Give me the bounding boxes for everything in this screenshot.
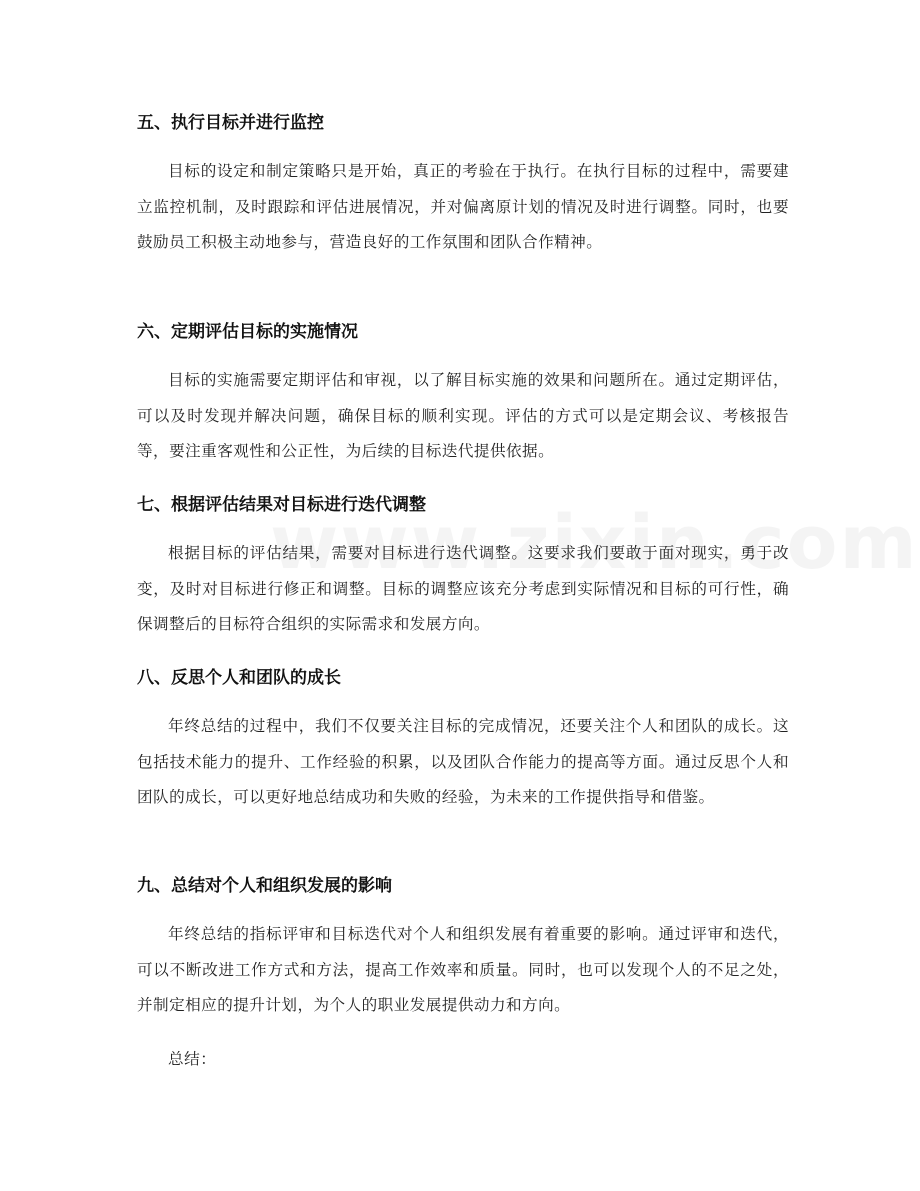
section-heading-8: 八、反思个人和团队的成长	[137, 668, 341, 688]
summary-label: 总结：	[168, 1050, 217, 1068]
section-heading-5: 五、执行目标并进行监控	[137, 113, 324, 133]
section-paragraph-6: 目标的实施需要定期评估和审视，以了解目标实施的效果和问题所在。通过定期评估，可以及时发现并解决问题，确保目标的顺利实现。评估的方式可以是定期会议、考核报告等，要注重客观性和公正性，为后续的目标迭代提供依据。	[137, 371, 789, 460]
section-paragraph-5: 目标的设定和制定策略只是开始，真正的考验在于执行。在执行目标的过程中，需要建立监控机制，及时跟踪和评估进展情况，并对偏离原计划的情况及时进行调整。同时，也要鼓励员工积极主动地参与，营造良好的工作氛围和团队合作精神。	[137, 162, 789, 251]
section-paragraph-8: 年终总结的过程中，我们不仅要关注目标的完成情况，还要关注个人和团队的成长。这包括技术能力的提升、工作经验的积累，以及团队合作能力的提高等方面。通过反思个人和团队的成长，可以更好地总结成功和失败的经验，为未来的工作提供指导和借鉴。	[137, 717, 789, 806]
section-heading-6: 六、定期评估目标的实施情况	[137, 322, 358, 342]
section-paragraph-7: 根据目标的评估结果，需要对目标进行迭代调整。这要求我们要敢于面对现实，勇于改变，及时对目标进行修正和调整。目标的调整应该充分考虑到实际情况和目标的可行性，确保调整后的目标符合组织的实际需求和发展方向。	[137, 544, 789, 633]
section-heading-7: 七、根据评估结果对目标进行迭代调整	[137, 495, 426, 515]
section-heading-9: 九、总结对个人和组织发展的影响	[137, 876, 392, 896]
section-paragraph-9: 年终总结的指标评审和目标迭代对个人和组织发展有着重要的影响。通过评审和迭代，可以不断改进工作方式和方法，提高工作效率和质量。同时，也可以发现个人的不足之处，并制定相应的提升计划，为个人的职业发展提供动力和方向。	[137, 925, 789, 1014]
